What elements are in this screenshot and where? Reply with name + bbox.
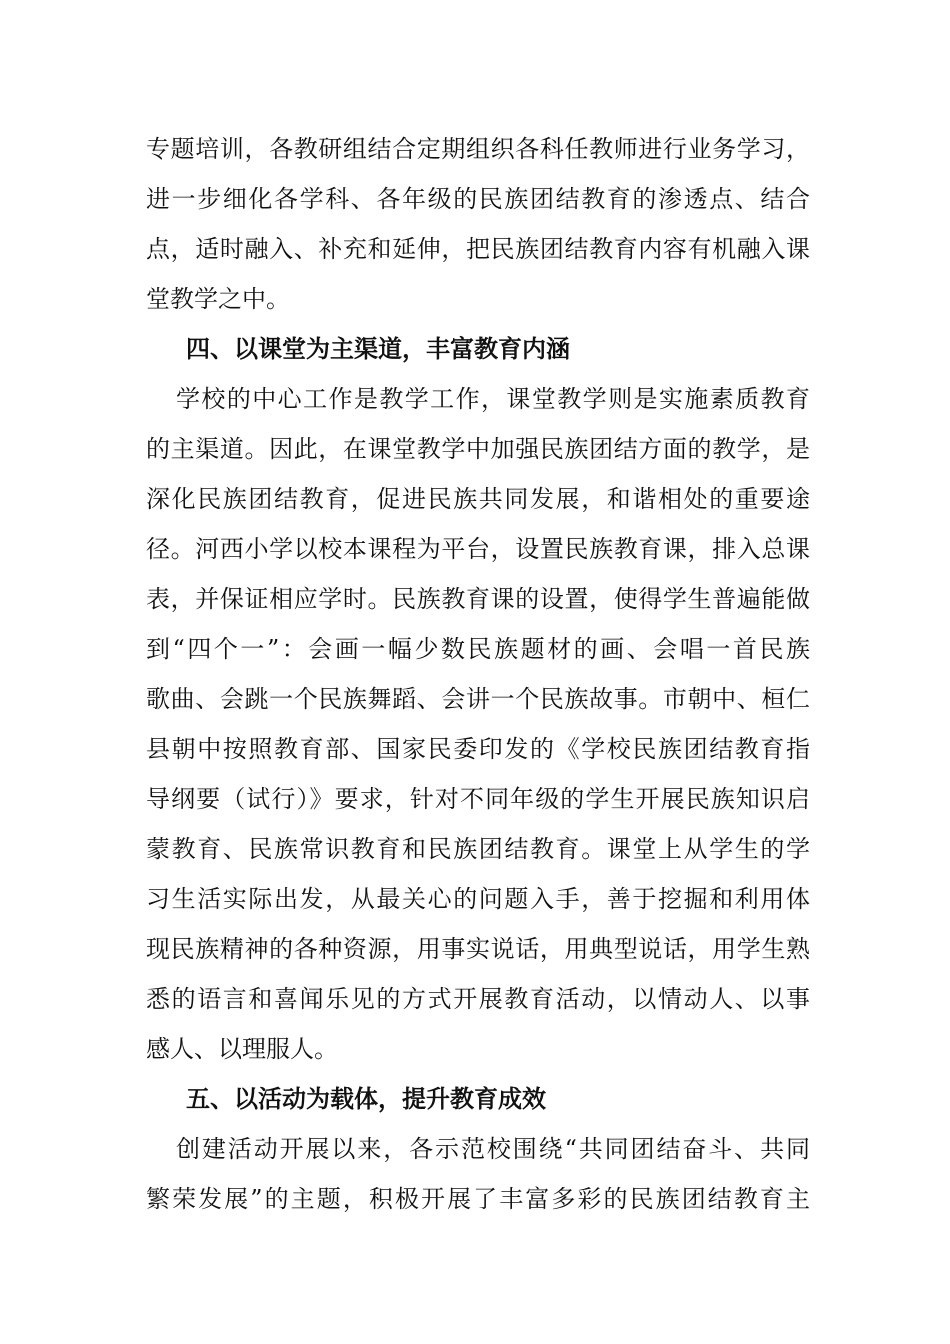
section-heading-4: 四、以课堂为主渠道，丰富教育内涵	[186, 335, 570, 363]
paragraph-2-line-12: 现民族精神的各种资源，用事实说话，用典型说话，用学生熟	[146, 935, 810, 963]
paragraph-2-line-11: 习生活实际出发，从最关心的问题入手，善于挖掘和利用体	[146, 885, 810, 913]
paragraph-2-line-5: 表，并保证相应学时。民族教育课的设置，使得学生普遍能做	[146, 585, 810, 613]
paragraph-1	[146, 124, 810, 324]
paragraph-2-line-6: 到“四个一”：会画一幅少数民族题材的画、会唱一首民族	[146, 635, 810, 663]
paragraph-2-line-3: 深化民族团结教育，促进民族共同发展，和谐相处的重要途	[146, 485, 810, 513]
paragraph-2-line-13: 悉的语言和喜闻乐见的方式开展教育活动，以情动人、以事	[146, 985, 810, 1013]
paragraph-2-line-7: 歌曲、会跳一个民族舞蹈、会讲一个民族故事。市朝中、桓仁	[146, 685, 810, 713]
paragraph-2-line-1: 学校的中心工作是教学工作，课堂教学则是实施素质教育	[176, 385, 810, 413]
paragraph-2-line-9: 导纲要（试行）》要求，针对不同年级的学生开展民族知识启	[146, 785, 810, 813]
paragraph-2-line-10: 蒙教育、民族常识教育和民族团结教育。课堂上从学生的学	[146, 835, 810, 863]
document-body	[146, 124, 810, 1224]
paragraph-2-line-8: 县朝中按照教育部、国家民委印发的《学校民族团结教育指	[146, 735, 810, 763]
paragraph-2-line-2: 的主渠道。因此，在课堂教学中加强民族团结方面的教学，是	[146, 435, 810, 463]
section-heading-5: 五、以活动为载体，提升教育成效	[186, 1085, 546, 1113]
paragraph-3-line-2: 繁荣发展”的主题，积极开展了丰富多彩的民族团结教育主	[146, 1185, 810, 1213]
paragraph-1-line-4: 堂教学之中。	[146, 285, 290, 313]
paragraph-1-line-1: 专题培训，各教研组结合定期组织各科任教师进行业务学习，	[146, 135, 810, 163]
paragraph-2	[146, 374, 810, 1074]
paragraph-3	[146, 1124, 810, 1224]
paragraph-2-line-4: 径。河西小学以校本课程为平台，设置民族教育课，排入总课	[146, 535, 810, 563]
paragraph-1-line-3: 点，适时融入、补充和延伸，把民族团结教育内容有机融入课	[146, 235, 810, 263]
paragraph-3-line-1: 创建活动开展以来，各示范校围绕“共同团结奋斗、共同	[176, 1135, 810, 1163]
paragraph-2-line-14: 感人、以理服人。	[146, 1035, 338, 1063]
paragraph-1-line-2: 进一步细化各学科、各年级的民族团结教育的渗透点、结合	[146, 185, 810, 213]
